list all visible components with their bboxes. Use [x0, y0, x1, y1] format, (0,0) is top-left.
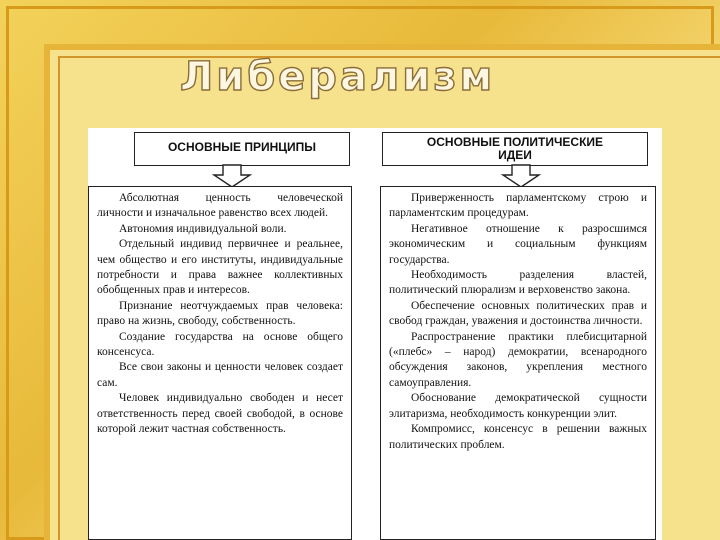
list-item: Распространение практики плебисцитарной («плебс» – народ) демократии, всенародного обсуждения законов, укрепления местного самоуправления.	[389, 330, 647, 389]
list-item: Человек индивидуально свободен и несет ответственность перед своей свободой, в основе которой лежит частная собственность.	[97, 392, 343, 436]
list-item: Автономия индивидуальной воли.	[119, 222, 287, 235]
list-item: Все свои законы и ценности человек создает сам.	[97, 361, 343, 389]
political-ideas-header-line1: ОСНОВНЫЕ ПОЛИТИЧЕСКИЕ	[426, 135, 604, 149]
political-ideas-list	[380, 186, 656, 540]
down-arrow-icon	[210, 164, 254, 188]
list-item: Негативное отношение к разросшимся экономическим и социальным функциям государства.	[389, 222, 647, 266]
principles-list	[88, 186, 352, 540]
list-item: Необходимость разделения властей, политический плюрализм и верховенство закона.	[389, 269, 647, 297]
principles-header: ОСНОВНЫЕ ПРИНЦИПЫ	[134, 132, 350, 166]
list-item: Абсолютная ценность человеческой личности и изначальное равенство всех людей.	[97, 192, 343, 220]
list-item: Отдельный индивид первичнее и реальнее, чем общество и его институты, индивидуальные потребности и права важнее коллективных обобщенных прав и интересов.	[97, 238, 343, 297]
list-item: Создание государства на основе общего консенсуса.	[97, 330, 343, 359]
list-item: Обеспечение основных политических прав и свобод граждан, уважения и достоинства личности.	[389, 299, 647, 328]
list-item: Обоснование демократической сущности элитаризма, необходимость конкуренции элит.	[389, 392, 647, 420]
down-arrow-icon	[499, 164, 543, 188]
political-ideas-header	[382, 132, 648, 166]
scanned-document	[88, 128, 662, 540]
list-item: Компромисс, консенсус в решении важных политических проблем.	[389, 423, 647, 451]
list-item: Признание неотчуждаемых прав человека: право на жизнь, свободу, собственность.	[97, 299, 343, 328]
slide-title: Либерализм	[180, 54, 496, 100]
political-ideas-header-line2: ИДЕИ	[498, 148, 532, 162]
list-item: Приверженность парламентскому строю и парламентским процедурам.	[389, 192, 647, 220]
